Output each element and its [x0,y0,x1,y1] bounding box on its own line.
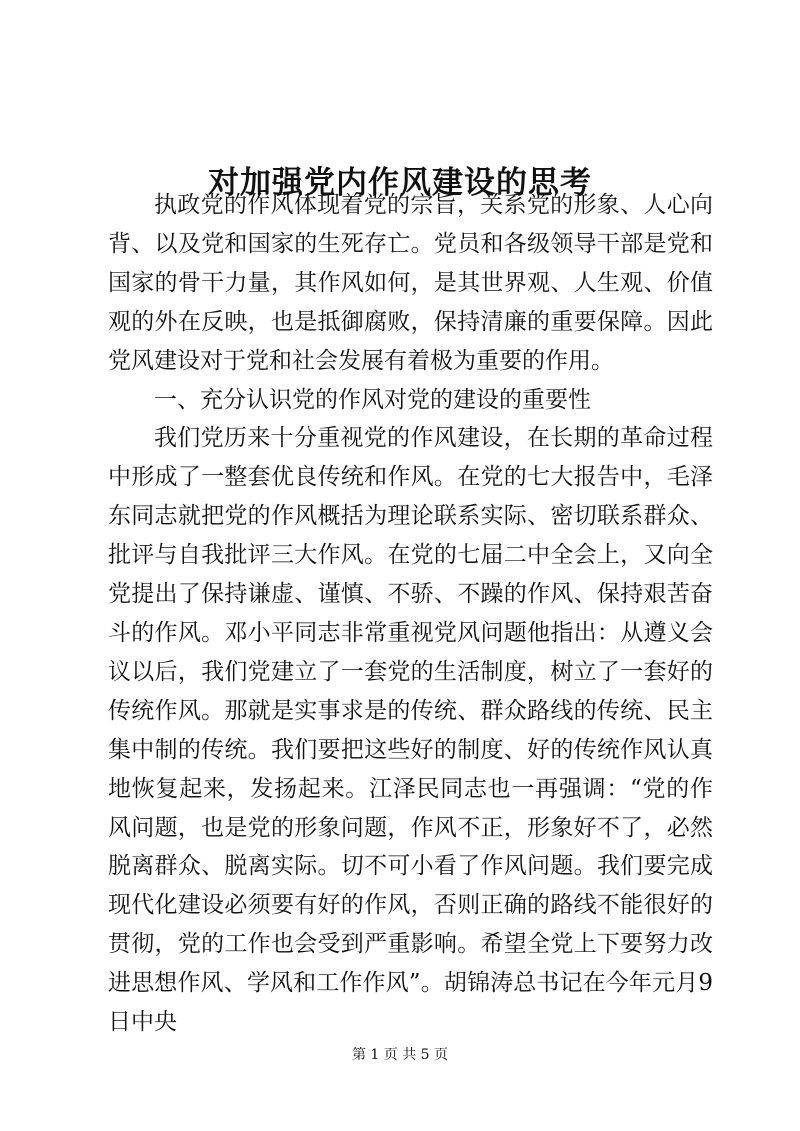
document-body [108,186,713,1042]
page-footer: 第 1 页 共 5 页 [351,1047,449,1063]
document-title: 对加强党内作风建设的思考 [208,164,592,201]
intro-paragraph: 执政党的作风体现着党的宗旨，关系党的形象、人心向背、以及党和国家的生死存亡。党员和各级领导干部是党和国家的骨干力量，其作风如何，是其世界观、人生观、价值观的外在反映，也是抵御腐败，保持清廉的重要保障。因此党风建设对于党和社会发展有着极为重要的作用。 [108,192,713,374]
body-paragraph: 我们党历来十分重视党的作风建设，在长期的革命过程中形成了一整套优良传统和作风。在党的七大报告中，毛泽东同志就把党的作风概括为理论联系实际、密切联系群众、批评与自我批评三大作风。在党的七届二中全会上，又向全党提出了保持谦虚、谨慎、不骄、不躁的作风、保持艰苦奋斗的作风。邓小平同志非常重视党风问题他指出：从遵义会议以后，我们党建立了一套党的生活制度，树立了一套好的传统作风。那就是实事求是的传统、群众路线的传统、民主集中制的传统。我们要把这些好的制度、好的传统作风认真地恢复起来，发扬起来。江泽民同志也一再强调：“党的作风问题，也是党的形象问题，作风不正，形象好不了，必然脱离群众、脱离实际。切不可小看了作风问题。我们要完成现代化建设必须要有好的作风，否则正确的路线不能很好的贯彻，党的工作也会受到严重影响。希望全党上下要努力改进思想作风、学风和工作作风”。胡锦涛总书记在今年元月9日中央 [108,425,713,1036]
section-heading: 一、充分认识党的作风对党的建设的重要性 [154,386,591,413]
